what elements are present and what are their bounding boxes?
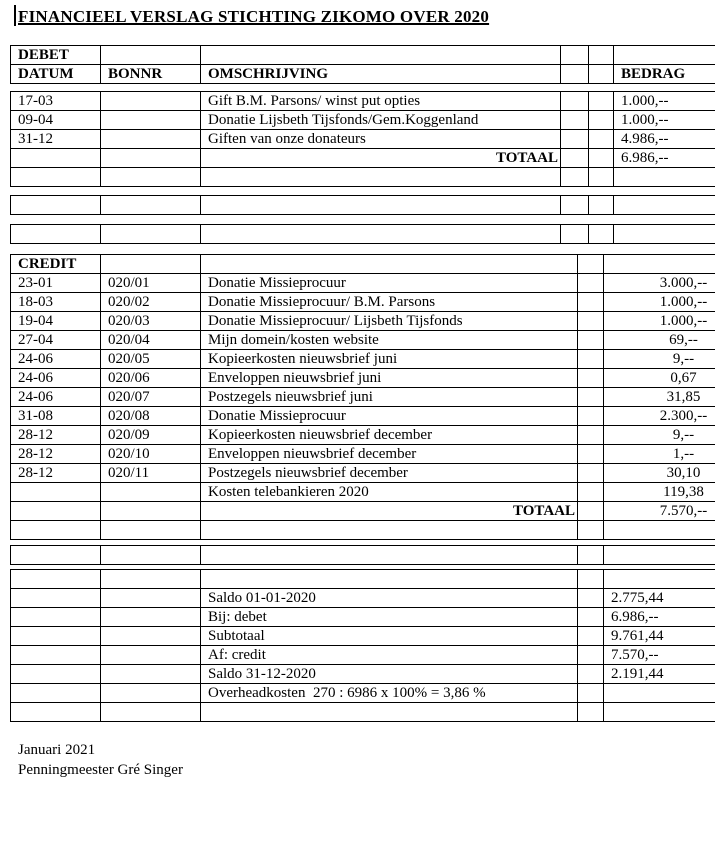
- empty-row: [11, 546, 715, 565]
- bedrag-cell: 1.000,--: [614, 92, 715, 111]
- credit-row: [11, 483, 715, 502]
- debet-table: [10, 91, 715, 187]
- credit-row: [11, 331, 715, 350]
- omschrijving-cell: Donatie Missieprocuur/ Lijsbeth Tijsfonds: [201, 312, 578, 331]
- totaal-label: TOTAAL: [201, 502, 578, 521]
- saldo-label: Saldo 01-01-2020: [201, 589, 578, 608]
- datum-cell: 17-03: [11, 92, 101, 111]
- bonnr-cell: 020/10: [101, 445, 201, 464]
- spacer-cell: [561, 92, 589, 111]
- credit-table: [10, 254, 715, 540]
- datum-cell: [11, 608, 101, 627]
- spacer-cell: [589, 111, 614, 130]
- spacer-cell: [578, 293, 604, 312]
- bonnr-cell: 020/02: [101, 293, 201, 312]
- datum-cell: 28-12: [11, 445, 101, 464]
- datum-cell: 19-04: [11, 312, 101, 331]
- bedrag-cell: [604, 684, 715, 703]
- bedrag-cell: 2.775,44: [604, 589, 715, 608]
- bonnr-cell: [101, 92, 201, 111]
- bonnr-cell: [101, 483, 201, 502]
- spacer-cell: [578, 608, 604, 627]
- omschrijving-cell: Donatie Missieprocuur: [201, 407, 578, 426]
- omschrijving-cell: Postzegels nieuwsbrief december: [201, 464, 578, 483]
- omschrijving-cell: Donatie Missieprocuur: [201, 274, 578, 293]
- credit-row: [11, 369, 715, 388]
- credit-row: [11, 426, 715, 445]
- bonnr-cell: 020/08: [101, 407, 201, 426]
- saldo-row: [11, 665, 715, 684]
- bedrag-cell: 31,85: [604, 388, 715, 407]
- spacer-cell: [589, 92, 614, 111]
- bonnr-cell: [101, 646, 201, 665]
- saldo-label: Saldo 31-12-2020: [201, 665, 578, 684]
- saldo-row: [11, 608, 715, 627]
- spacer-cell: [578, 589, 604, 608]
- header-table: [10, 45, 715, 84]
- datum-cell: [11, 589, 101, 608]
- datum-cell: 18-03: [11, 293, 101, 312]
- bonnr-cell: [101, 608, 201, 627]
- credit-row: [11, 464, 715, 483]
- bedrag-cell: 7.570,--: [604, 646, 715, 665]
- spacer-table: [10, 224, 715, 244]
- omschrijving-cell: Mijn domein/kosten website: [201, 331, 578, 350]
- datum-cell: 28-12: [11, 464, 101, 483]
- footer-signature: Penningmeester Gré Singer: [18, 762, 183, 778]
- bonnr-cell: 020/06: [101, 369, 201, 388]
- spacer-cell: [561, 111, 589, 130]
- bedrag-column-header: BEDRAG: [614, 65, 715, 84]
- spacer-cell: [561, 65, 589, 84]
- bonnr-cell: 020/04: [101, 331, 201, 350]
- omschrijving-cell: Donatie Missieprocuur/ B.M. Parsons: [201, 293, 578, 312]
- totaal-bedrag-cell: 6.986,--: [614, 149, 715, 168]
- empty-row: [11, 225, 715, 244]
- bonnr-cell: [101, 111, 201, 130]
- bedrag-cell: 30,10: [604, 464, 715, 483]
- bonnr-cell: [101, 665, 201, 684]
- spacer-cell: [578, 627, 604, 646]
- empty-row: [11, 703, 715, 722]
- bonnr-column-header: BONNR: [101, 65, 201, 84]
- saldo-label: Subtotaal: [201, 627, 578, 646]
- bonnr-cell: [101, 684, 201, 703]
- bonnr-cell: [101, 627, 201, 646]
- spacer-cell: [578, 426, 604, 445]
- footer: [18, 740, 715, 780]
- spacer-cell: [578, 331, 604, 350]
- spacer-cell: [578, 407, 604, 426]
- bedrag-cell: 6.986,--: [604, 608, 715, 627]
- omschrijving-column-header: OMSCHRIJVING: [201, 65, 561, 84]
- page-title: FINANCIEEL VERSLAG STICHTING ZIKOMO OVER 2020: [18, 7, 490, 26]
- spacer-cell: [578, 350, 604, 369]
- bedrag-cell: 69,--: [604, 331, 715, 350]
- spacer-cell: [589, 130, 614, 149]
- bedrag-cell: 2.300,--: [604, 407, 715, 426]
- datum-cell: 24-06: [11, 350, 101, 369]
- datum-cell: [11, 665, 101, 684]
- empty-row: [11, 521, 715, 540]
- bonnr-cell: 020/05: [101, 350, 201, 369]
- spacer-cell: [578, 312, 604, 331]
- bedrag-cell: 9.761,44: [604, 627, 715, 646]
- credit-section-row: [11, 255, 715, 274]
- omschrijving-cell: Gift B.M. Parsons/ winst put opties: [201, 92, 561, 111]
- bonnr-cell: 020/01: [101, 274, 201, 293]
- bedrag-cell: 2.191,44: [604, 665, 715, 684]
- datum-cell: [11, 483, 101, 502]
- bedrag-cell: [604, 255, 715, 274]
- datum-cell: 24-06: [11, 388, 101, 407]
- bonnr-cell: 020/03: [101, 312, 201, 331]
- spacer-cell: [578, 369, 604, 388]
- debet-totaal-row: [11, 149, 715, 168]
- datum-cell: 24-06: [11, 369, 101, 388]
- spacer-cell: [578, 388, 604, 407]
- spacer-table: [10, 545, 715, 565]
- spacer-cell: [578, 445, 604, 464]
- column-header-row: [11, 65, 715, 84]
- saldo-row: [11, 589, 715, 608]
- spacer-table: [10, 195, 715, 215]
- bonnr-cell: [101, 589, 201, 608]
- bonnr-cell: [101, 255, 201, 274]
- bonnr-cell: 020/07: [101, 388, 201, 407]
- bedrag-cell: 1,--: [604, 445, 715, 464]
- credit-row: [11, 312, 715, 331]
- datum-cell: [11, 149, 101, 168]
- spacer-cell: [578, 684, 604, 703]
- empty-cell: [201, 46, 561, 65]
- omschrijving-cell: Kopieerkosten nieuwsbrief december: [201, 426, 578, 445]
- omschrijving-cell: Giften van onze donateurs: [201, 130, 561, 149]
- datum-cell: 23-01: [11, 274, 101, 293]
- omschrijving-cell: Enveloppen nieuwsbrief juni: [201, 369, 578, 388]
- credit-row: [11, 274, 715, 293]
- spacer-cell: [578, 483, 604, 502]
- debet-section-row: [11, 46, 715, 65]
- bedrag-cell: 0,67: [604, 369, 715, 388]
- saldo-table: [10, 569, 715, 722]
- datum-cell: [11, 502, 101, 521]
- bedrag-cell: 3.000,--: [604, 274, 715, 293]
- datum-cell: 27-04: [11, 331, 101, 350]
- bedrag-cell: 119,38: [604, 483, 715, 502]
- omschrijving-cell: Kosten telebankieren 2020: [201, 483, 578, 502]
- spacer-cell: [578, 274, 604, 293]
- omschrijving-cell: Enveloppen nieuwsbrief december: [201, 445, 578, 464]
- datum-cell: [11, 684, 101, 703]
- spacer-cell: [561, 130, 589, 149]
- credit-row: [11, 293, 715, 312]
- spacer-cell: [578, 646, 604, 665]
- datum-cell: 28-12: [11, 426, 101, 445]
- bonnr-cell: [101, 130, 201, 149]
- empty-row: [11, 570, 715, 589]
- bonnr-cell: [101, 149, 201, 168]
- spacer-cell: [589, 149, 614, 168]
- saldo-row: [11, 646, 715, 665]
- totaal-label: TOTAAL: [201, 149, 561, 168]
- datum-cell: 31-08: [11, 407, 101, 426]
- totaal-bedrag-cell: 7.570,--: [604, 502, 715, 521]
- datum-column-header: DATUM: [11, 65, 101, 84]
- spacer-cell: [578, 502, 604, 521]
- omschrijving-cell: Postzegels nieuwsbrief juni: [201, 388, 578, 407]
- bonnr-cell: [101, 502, 201, 521]
- overhead-row: [11, 684, 715, 703]
- empty-row: [11, 168, 715, 187]
- spacer-cell: [589, 46, 614, 65]
- debet-section-label: DEBET: [11, 46, 101, 65]
- spacer-cell: [561, 149, 589, 168]
- saldo-label: Bij: debet: [201, 608, 578, 627]
- datum-cell: [11, 627, 101, 646]
- text-cursor: [14, 5, 16, 26]
- datum-cell: [11, 646, 101, 665]
- spacer-cell: [589, 65, 614, 84]
- credit-totaal-row: [11, 502, 715, 521]
- footer-date: Januari 2021: [18, 742, 96, 758]
- bonnr-cell: 020/11: [101, 464, 201, 483]
- omschrijving-cell: Donatie Lijsbeth Tijsfonds/Gem.Koggenland: [201, 111, 561, 130]
- debet-row: [11, 130, 715, 149]
- credit-row: [11, 445, 715, 464]
- bedrag-cell: 1.000,--: [604, 293, 715, 312]
- credit-row: [11, 350, 715, 369]
- debet-row: [11, 111, 715, 130]
- spacer-cell: [578, 255, 604, 274]
- overhead-label: Overheadkosten 270 : 6986 x 100% = 3,86 %: [201, 684, 578, 703]
- datum-cell: 31-12: [11, 130, 101, 149]
- debet-row: [11, 92, 715, 111]
- credit-section-label: CREDIT: [11, 255, 101, 274]
- empty-cell: [101, 46, 201, 65]
- spacer-cell: [578, 665, 604, 684]
- saldo-label: Af: credit: [201, 646, 578, 665]
- bedrag-cell: 1.000,--: [604, 312, 715, 331]
- credit-row: [11, 407, 715, 426]
- saldo-row: [11, 627, 715, 646]
- bedrag-cell: 9,--: [604, 350, 715, 369]
- spacer-cell: [561, 46, 589, 65]
- credit-row: [11, 388, 715, 407]
- bedrag-cell: 9,--: [604, 426, 715, 445]
- empty-row: [11, 196, 715, 215]
- bedrag-cell: 4.986,--: [614, 130, 715, 149]
- empty-cell: [614, 46, 715, 65]
- bonnr-cell: 020/09: [101, 426, 201, 445]
- omschrijving-cell: Kopieerkosten nieuwsbrief juni: [201, 350, 578, 369]
- bedrag-cell: 1.000,--: [614, 111, 715, 130]
- omschrijving-cell: [201, 255, 578, 274]
- spacer-cell: [578, 464, 604, 483]
- datum-cell: 09-04: [11, 111, 101, 130]
